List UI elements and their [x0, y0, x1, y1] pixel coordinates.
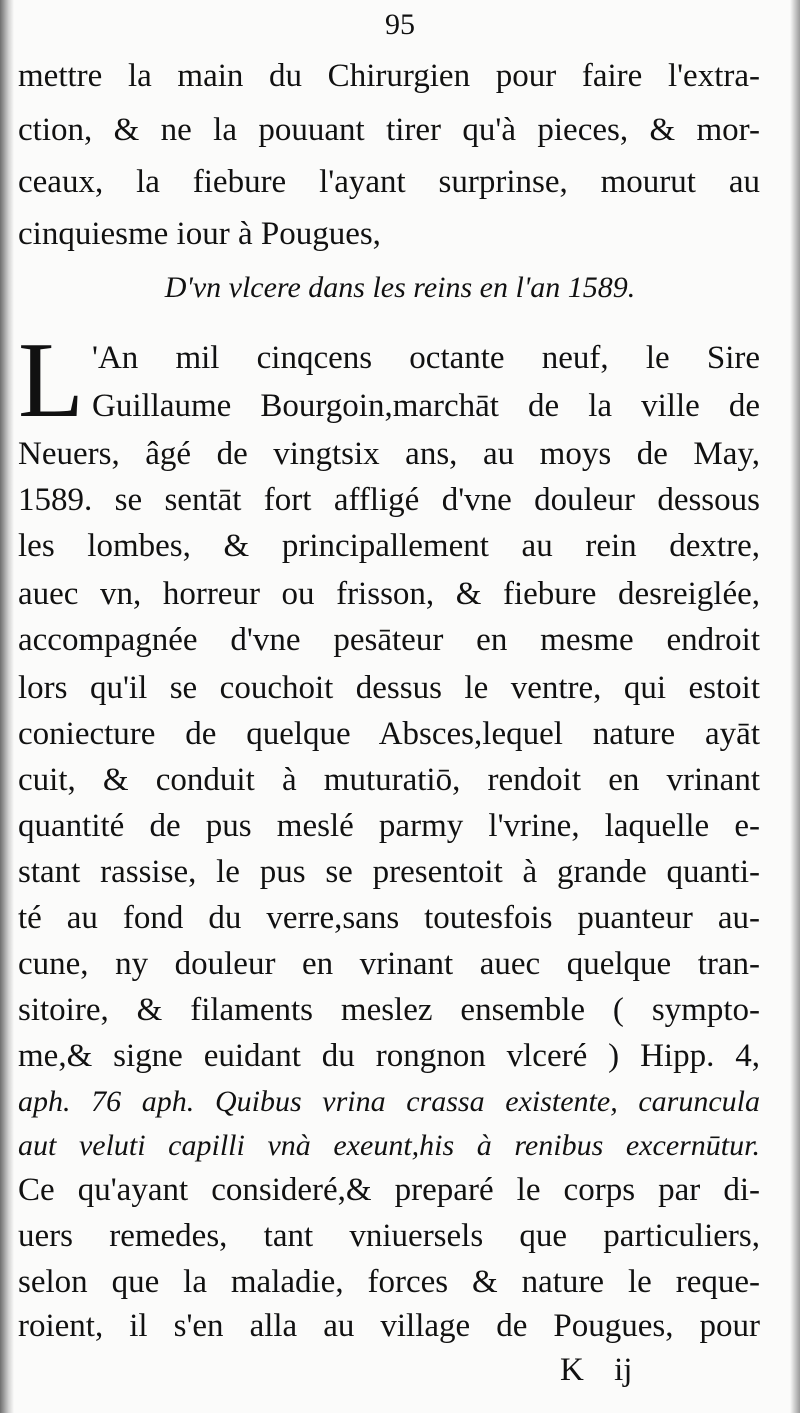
text-line: té au fond du verre,sans toutesfois puanteur au- [18, 900, 760, 936]
text-line: auec vn, horreur ou frisson, & fiebure desreiglée, [18, 576, 760, 612]
drop-cap: L [18, 321, 84, 440]
text-line: coniecture de quelque Absces,lequel nature ayāt [18, 716, 760, 752]
text-line: mettre la main du Chirurgien pour faire l'extra- [18, 58, 760, 94]
text-line: 'An mil cinqcens octante neuf, le Sire [92, 340, 760, 376]
signature-mark: K ij [560, 1352, 633, 1388]
text-line: cuit, & conduit à muturatiō, rendoit en vrinant [18, 762, 760, 798]
text-line: lors qu'il se couchoit dessus le ventre, qui estoit [18, 670, 760, 706]
italic-quotation-line: aut veluti capilli vnà exeunt,his à renibus excernūtur. [18, 1129, 760, 1162]
text-line: sitoire, & filaments meslez ensemble ( sympto- [18, 992, 760, 1028]
text-line: accompagnée d'vne pesāteur en mesme endroit [18, 622, 760, 658]
text-line: quantité de pus meslé parmy l'vrine, laquelle e- [18, 808, 760, 844]
text-line: me,& signe euidant du rongnon vlceré ) Hipp. 4, [18, 1038, 760, 1074]
text-line: uers remedes, tant vniuersels que particuliers, [18, 1218, 760, 1254]
page-edge-shadow [790, 0, 800, 1413]
text-line: stant rassise, le pus se presentoit à grande quanti- [18, 854, 760, 890]
text-line: ction, & ne la pouuant tirer qu'à pieces, & mor- [18, 112, 760, 148]
section-heading: D'vn vlcere dans les reins en l'an 1589. [164, 271, 636, 304]
italic-quotation-line: aph. 76 aph. Quibus vrina crassa existente, caruncula [18, 1085, 760, 1118]
text-line: ceaux, la fiebure l'ayant surprinse, mourut au [18, 164, 760, 200]
text-line: cinquiesme iour à Pougues, [18, 216, 381, 252]
text-line: 1589. se sentāt fort affligé d'vne douleur dessous [18, 482, 760, 518]
text-line: les lombes, & principallement au rein dextre, [18, 528, 760, 564]
page-gutter-shadow [0, 0, 14, 1413]
text-line: Ce qu'ayant consideré,& preparé le corps par di- [18, 1172, 760, 1208]
text-line: Neuers, âgé de vingtsix ans, au moys de May, [18, 436, 760, 472]
text-line: cune, ny douleur en vrinant auec quelque tran- [18, 946, 760, 982]
text-line: Guillaume Bourgoin,marchāt de la ville de [92, 388, 760, 424]
text-line: selon que la maladie, forces & nature le reque- [18, 1264, 760, 1300]
page-number: 95 [385, 8, 415, 41]
text-line: roient, il s'en alla au village de Pougues, pour [18, 1308, 760, 1344]
